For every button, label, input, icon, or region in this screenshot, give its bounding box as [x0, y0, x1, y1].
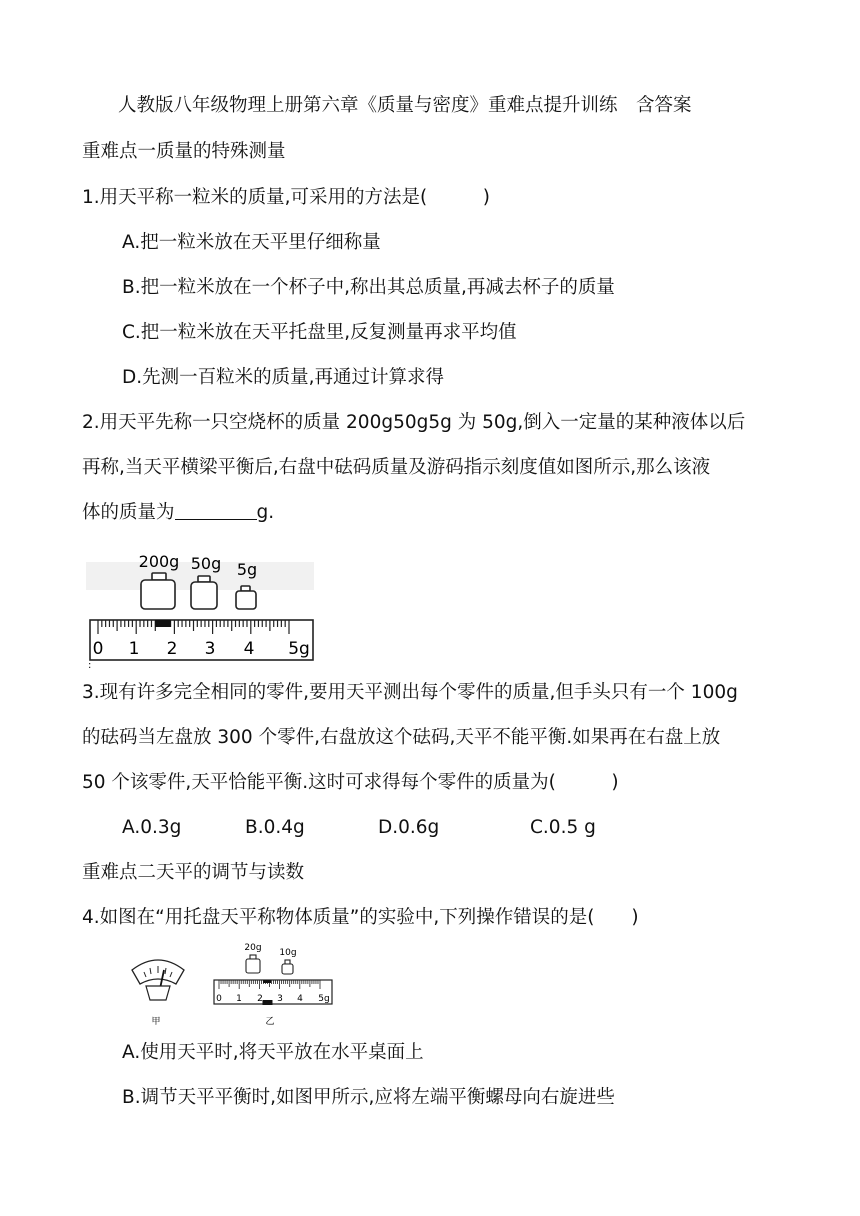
- question-3-option-c: C.0.5 g: [530, 817, 596, 838]
- rider-marker: [262, 1000, 272, 1005]
- question-3-option-b: B.0.4g: [245, 817, 305, 838]
- scale-label: 2: [257, 994, 263, 1004]
- balance-figure-q4: [124, 940, 336, 1030]
- svg-text::: :: [88, 660, 92, 668]
- question-1-stem: 1.用天平称一粒米的质量,可采用的方法是( ): [82, 187, 490, 208]
- question-2-text: 体的质量为: [82, 502, 175, 523]
- question-1-option-c: C.把一粒米放在天平托盘里,反复测量再求平均值: [122, 322, 517, 343]
- balance-pointer-dial: [132, 960, 184, 1000]
- question-4-option-a: A.使用天平时,将天平放在水平桌面上: [122, 1042, 424, 1063]
- question-1-option-a: A.把一粒米放在天平里仔细称量: [122, 232, 381, 253]
- scale-label: 1: [236, 994, 242, 1004]
- question-1-option-b: B.把一粒米放在一个杯子中,称出其总质量,再减去杯子的质量: [122, 277, 615, 298]
- question-1-option-d: D.先测一百粒米的质量,再通过计算求得: [122, 367, 445, 388]
- rider-marker: [155, 620, 171, 627]
- question-4-stem: 4.如图在“用托盘天平称物体质量”的实验中,下列操作错误的是( ): [82, 907, 639, 928]
- question-2-line-3: [82, 501, 274, 525]
- scale-label: 2: [166, 639, 178, 659]
- answer-blank: [175, 501, 257, 520]
- scale-label: 3: [204, 639, 216, 659]
- question-3-option-d: D.0.6g: [378, 817, 440, 838]
- section-heading-1: 重难点一质量的特殊测量: [82, 141, 286, 162]
- weight-label-5g: 5g: [236, 560, 258, 579]
- question-3-line-3: 50 个该零件,天平恰能平衡.这时可求得每个零件的质量为( ): [82, 772, 619, 793]
- question-3-line-2: 的砝码当左盘放 300 个零件,右盘放这个砝码,天平不能平衡.如果再在右盘上放: [82, 727, 721, 748]
- weight-label-50g: 50g: [190, 554, 222, 573]
- question-4-option-b: B.调节天平平衡时,如图甲所示,应将左端平衡螺母向右旋进些: [122, 1087, 615, 1108]
- weight-10g-block: [282, 960, 293, 974]
- label-yi: 乙: [265, 1017, 275, 1027]
- weight-label-200g: 200g: [138, 552, 180, 571]
- question-3-line-1: 3.现有许多完全相同的零件,要用天平测出每个零件的质量,但手头只有一个 100g: [82, 682, 738, 703]
- label-jia: 甲: [151, 1017, 161, 1027]
- scale-label: 5g: [318, 994, 330, 1004]
- scale-label: 3: [277, 994, 283, 1004]
- scale-label: 0: [92, 639, 104, 659]
- scale-label: 4: [243, 639, 255, 659]
- scale-label: 0: [216, 994, 222, 1004]
- rider-top-marker: [263, 980, 271, 983]
- scale-label: 1: [128, 639, 140, 659]
- question-2-line-2: 再称,当天平横梁平衡后,右盘中砝码质量及游码指示刻度值如图所示,那么该液: [82, 457, 711, 478]
- weight-label-10g: 10g: [279, 948, 297, 958]
- scale-label: 5g: [288, 639, 310, 659]
- scale-label: 4: [297, 994, 303, 1004]
- weight-label-20g: 20g: [244, 943, 262, 953]
- page-title: 人教版八年级物理上册第六章《质量与密度》重难点提升训练 含答案: [118, 95, 692, 116]
- weight-20g-block: [246, 955, 260, 973]
- balance-weights-figure-q2: [86, 540, 318, 668]
- section-heading-2: 重难点二天平的调节与读数: [82, 862, 305, 883]
- question-3-option-a: A.0.3g: [122, 817, 182, 838]
- question-2-line-1: 2.用天平先称一只空烧杯的质量 200g50g5g 为 50g,倒入一定量的某种液体以后: [82, 412, 746, 433]
- question-2-unit: g.: [256, 502, 275, 523]
